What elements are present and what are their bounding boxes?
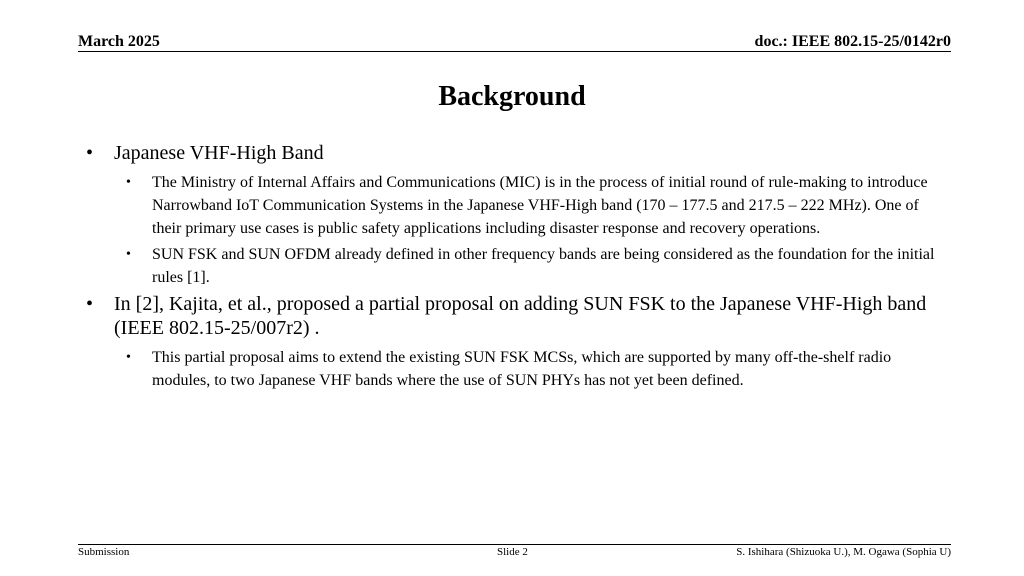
- footer-slide-number: Slide 2: [497, 546, 528, 558]
- bullet-2-text: In [2], Kajita, et al., proposed a partial proposal on adding SUN FSK to the Japanese VHF-High band (IEEE 802.15-25/007r2) .: [114, 293, 927, 339]
- header-date: March 2025: [78, 33, 160, 50]
- bullet-1-sub-2: [78, 243, 948, 289]
- header-divider: [78, 51, 951, 52]
- sub-bullet-dot-icon: •: [126, 350, 131, 365]
- bullet-1-sub-2-text: SUN FSK and SUN OFDM already defined in other frequency bands are being considered as the foundation for the initial rules [1].: [152, 246, 935, 286]
- bullet-dot-icon: •: [86, 142, 94, 164]
- bullet-1-sub-1-text: The Ministry of Internal Affairs and Communications (MIC) is in the process of initial round of rule-making to introduce Narrowband IoT Communication Systems in the Japanese VHF-High band (170 – 177.5 and 217.5 – 222 MHz). One of their primary use cases is public safety applications including disaster response and recovery operations.: [152, 174, 928, 237]
- footer-authors: S. Ishihara (Shizuoka U.), M. Ogawa (Sophia U): [736, 546, 951, 558]
- slide-body: [78, 141, 948, 395]
- bullet-2: [78, 292, 948, 340]
- sub-bullet-dot-icon: •: [126, 247, 131, 262]
- bullet-2-sub-1: [78, 346, 948, 392]
- header-doc-id: doc.: IEEE 802.15-25/0142r0: [754, 33, 951, 50]
- footer-submission: Submission: [78, 546, 130, 558]
- footer-divider: [78, 544, 951, 545]
- sub-bullet-dot-icon: •: [126, 175, 131, 190]
- bullet-dot-icon: •: [86, 293, 94, 315]
- slide-title: Background: [438, 81, 586, 112]
- bullet-2-sub-1-text: This partial proposal aims to extend the existing SUN FSK MCSs, which are supported by many off-the-shelf radio modules, to two Japanese VHF bands where the use of SUN PHYs has not yet been defined.: [152, 349, 892, 389]
- bullet-1: [78, 141, 948, 165]
- bullet-1-sub-1: [78, 171, 948, 240]
- bullet-1-text: Japanese VHF-High Band: [114, 142, 324, 164]
